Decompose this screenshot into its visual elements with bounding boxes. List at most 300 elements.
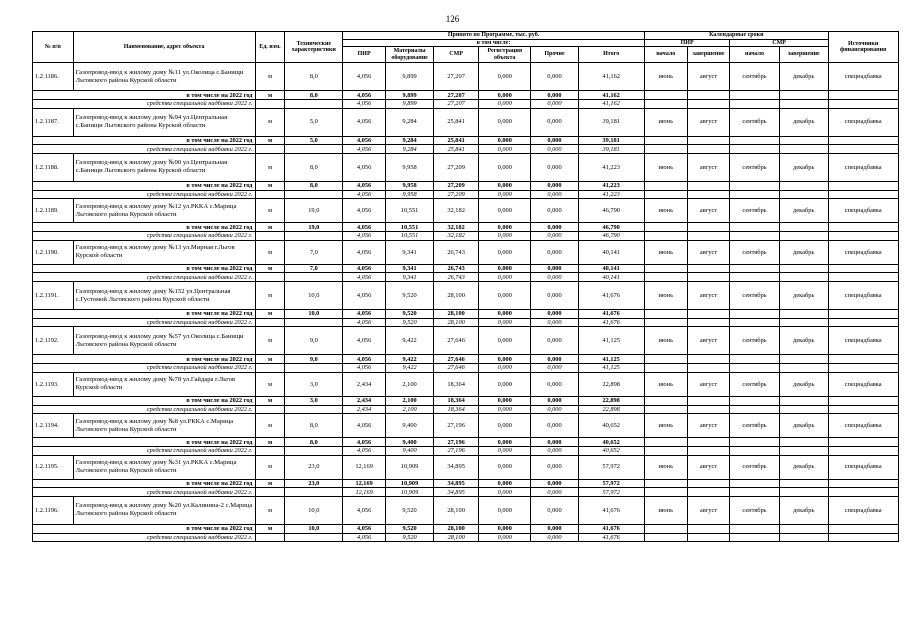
empty-cell — [285, 232, 343, 241]
smr-cell: 28,100 — [434, 310, 479, 319]
empty-cell — [687, 232, 730, 241]
empty-cell — [779, 396, 828, 405]
total-cell: 40,141 — [578, 264, 644, 273]
empty-cell — [730, 310, 779, 319]
object-name: Газопровод-ввод к жилому дому №13 ул.Мирная г.Льгов Курской области — [73, 240, 255, 264]
object-name: Газопровод-ввод к жилому дому №31 ул.РККА с.Марица Льговского района Курской области — [73, 455, 255, 479]
empty-cell — [644, 364, 687, 373]
empty-cell — [644, 310, 687, 319]
empty-cell — [779, 533, 828, 542]
smr-cell: 28,100 — [434, 524, 479, 533]
smr-cell: 28,100 — [434, 533, 479, 542]
object-name: Газопровод-ввод к жилому дому №12 ул.РККА с.Марица Льговского района Курской области — [73, 199, 255, 223]
smr-end: декабрь — [779, 240, 828, 264]
tech-char: 19,0 — [285, 199, 343, 223]
empty-cell — [730, 355, 779, 364]
pir-cell: 4,056 — [343, 533, 386, 542]
smr-start: сентябрь — [730, 153, 779, 181]
empty-cell — [285, 405, 343, 414]
funding-source: спецнадбавка — [828, 282, 898, 310]
empty-cell — [779, 488, 828, 497]
total-cell: 22,898 — [578, 396, 644, 405]
reg-cell: 0,000 — [479, 181, 531, 190]
other-cell: 0,000 — [531, 488, 578, 497]
empty-cell — [730, 273, 779, 282]
other-cell: 0,000 — [531, 438, 578, 447]
smr-end: декабрь — [779, 496, 828, 524]
empty-cell — [828, 533, 898, 542]
row-number: 1.2.1189. — [33, 199, 74, 223]
reg-cell: 0,000 — [479, 99, 531, 108]
object-name: Газопровод-ввод к жилому дому №78 ул.Гайдара г.Льгов Курской области — [73, 372, 255, 396]
col-source-header: Источники финансирования — [828, 32, 898, 63]
empty-cell — [779, 136, 828, 145]
pir-value: 4,056 — [343, 199, 386, 223]
empty-cell — [779, 318, 828, 327]
empty-cell — [644, 223, 687, 232]
smr-start: сентябрь — [730, 63, 779, 91]
other-cell: 0,000 — [531, 446, 578, 455]
other-cell: 0,000 — [531, 364, 578, 373]
pir-end: август — [687, 414, 730, 438]
special-allowance-row — [33, 446, 899, 455]
smr-start: сентябрь — [730, 240, 779, 264]
other-cell: 0,000 — [531, 264, 578, 273]
empty-cell — [730, 232, 779, 241]
empty-cell — [285, 446, 343, 455]
pir-value: 12,169 — [343, 455, 386, 479]
empty-cell — [644, 232, 687, 241]
unit: м — [255, 327, 285, 355]
total-value: 41,223 — [578, 153, 644, 181]
smr-end: декабрь — [779, 455, 828, 479]
tech-char: 5,0 — [285, 108, 343, 136]
table-row — [33, 108, 899, 136]
mat-cell: 9,400 — [386, 446, 434, 455]
empty-cell — [730, 190, 779, 199]
unit-cell: м — [255, 91, 285, 100]
cal-smr-header: СМР — [730, 39, 828, 47]
smr-end: декабрь — [779, 414, 828, 438]
empty-cell — [687, 438, 730, 447]
other-cell: 0,000 — [531, 99, 578, 108]
other-value: 0,000 — [531, 108, 578, 136]
year-subtotal-label: в том числе на 2022 год — [33, 524, 256, 533]
smr-cell: 25,841 — [434, 145, 479, 154]
table-header — [33, 32, 899, 63]
year-subtotal-label: в том числе на 2022 год — [33, 136, 256, 145]
empty-cell — [779, 223, 828, 232]
unit-cell: м — [255, 524, 285, 533]
empty-cell — [730, 524, 779, 533]
mat-cell: 9,400 — [386, 438, 434, 447]
reg-cell: 0,000 — [479, 91, 531, 100]
other-cell: 0,000 — [531, 310, 578, 319]
funding-source: спецнадбавка — [828, 199, 898, 223]
reg-value: 0,000 — [479, 240, 531, 264]
empty-cell — [828, 396, 898, 405]
mat-cell: 9,341 — [386, 264, 434, 273]
pir-cell: 4,056 — [343, 438, 386, 447]
empty-cell — [687, 264, 730, 273]
smr-end: декабрь — [779, 63, 828, 91]
smr-cell: 25,841 — [434, 136, 479, 145]
pir-start: июнь — [644, 63, 687, 91]
empty-cell — [779, 524, 828, 533]
special-allowance-label: средства специальной надбавки 2022 г. — [33, 190, 256, 199]
funding-source: спецнадбавка — [828, 63, 898, 91]
empty-cell — [779, 99, 828, 108]
empty-cell — [687, 405, 730, 414]
program-table-wrapper — [32, 31, 898, 542]
tech-cell: 9,0 — [285, 355, 343, 364]
tech-char: 10,0 — [285, 282, 343, 310]
empty-cell — [644, 405, 687, 414]
pir-start: июнь — [644, 153, 687, 181]
reg-cell: 0,000 — [479, 318, 531, 327]
empty-cell — [779, 145, 828, 154]
other-value: 0,000 — [531, 63, 578, 91]
empty-cell — [828, 99, 898, 108]
pir-end: август — [687, 496, 730, 524]
pir-start: июнь — [644, 282, 687, 310]
smr-cell: 34,895 — [434, 479, 479, 488]
pir-start: июнь — [644, 414, 687, 438]
empty-cell — [687, 524, 730, 533]
smr-value: 34,895 — [434, 455, 479, 479]
reg-cell: 0,000 — [479, 438, 531, 447]
empty-cell — [779, 364, 828, 373]
year-subtotal-row — [33, 355, 899, 364]
empty-cell — [730, 264, 779, 273]
smr-start: сентябрь — [730, 372, 779, 396]
smr-cell: 27,207 — [434, 91, 479, 100]
other-value: 0,000 — [531, 327, 578, 355]
empty-cell — [644, 446, 687, 455]
smr-start: сентябрь — [730, 414, 779, 438]
year-subtotal-label: в том числе на 2022 год — [33, 396, 256, 405]
empty-cell — [255, 318, 285, 327]
pir-value: 4,056 — [343, 108, 386, 136]
unit: м — [255, 108, 285, 136]
mat-cell: 10,909 — [386, 479, 434, 488]
smr-cell: 32,182 — [434, 232, 479, 241]
table-row — [33, 153, 899, 181]
empty-cell — [828, 145, 898, 154]
materials-value: 9,958 — [386, 153, 434, 181]
table-row — [33, 414, 899, 438]
other-cell: 0,000 — [531, 405, 578, 414]
total-value: 57,972 — [578, 455, 644, 479]
table-body — [33, 63, 899, 542]
materials-value: 10,551 — [386, 199, 434, 223]
pir-start: июнь — [644, 108, 687, 136]
reg-value: 0,000 — [479, 372, 531, 396]
empty-cell — [687, 190, 730, 199]
col-other-header: Прочие — [531, 47, 578, 63]
tech-cell: 3,0 — [285, 396, 343, 405]
empty-cell — [730, 364, 779, 373]
mat-cell: 10,909 — [386, 488, 434, 497]
mat-cell: 2,100 — [386, 396, 434, 405]
year-subtotal-row — [33, 524, 899, 533]
empty-cell — [687, 446, 730, 455]
empty-cell — [644, 273, 687, 282]
other-value: 0,000 — [531, 455, 578, 479]
empty-cell — [644, 438, 687, 447]
smr-value: 18,364 — [434, 372, 479, 396]
row-number: 1.2.1190. — [33, 240, 74, 264]
materials-value: 2,100 — [386, 372, 434, 396]
unit-cell: м — [255, 310, 285, 319]
unit-cell: м — [255, 479, 285, 488]
year-subtotal-row — [33, 181, 899, 190]
total-cell: 39,181 — [578, 136, 644, 145]
total-value: 46,790 — [578, 199, 644, 223]
empty-cell — [730, 396, 779, 405]
pir-end: август — [687, 108, 730, 136]
mat-cell: 10,551 — [386, 232, 434, 241]
pir-start: июнь — [644, 327, 687, 355]
empty-cell — [779, 405, 828, 414]
tech-char: 8,0 — [285, 414, 343, 438]
tech-cell: 5,0 — [285, 136, 343, 145]
pir-end: август — [687, 240, 730, 264]
reg-value: 0,000 — [479, 63, 531, 91]
unit: м — [255, 63, 285, 91]
funding-source: спецнадбавка — [828, 496, 898, 524]
materials-value: 9,899 — [386, 63, 434, 91]
total-cell: 41,162 — [578, 91, 644, 100]
smr-cell: 34,895 — [434, 488, 479, 497]
empty-cell — [828, 524, 898, 533]
total-value: 41,125 — [578, 327, 644, 355]
total-value: 40,652 — [578, 414, 644, 438]
col-unit-header: Ед. изм. — [255, 32, 285, 63]
unit: м — [255, 240, 285, 264]
reg-value: 0,000 — [479, 282, 531, 310]
unit-cell: м — [255, 264, 285, 273]
smr-end: декабрь — [779, 327, 828, 355]
col-reg-header: Регистрация объекта — [479, 47, 531, 63]
empty-cell — [828, 479, 898, 488]
unit: м — [255, 153, 285, 181]
materials-value: 9,400 — [386, 414, 434, 438]
table-row — [33, 496, 899, 524]
smr-cell: 27,209 — [434, 181, 479, 190]
smr-cell: 27,646 — [434, 355, 479, 364]
empty-cell — [828, 223, 898, 232]
empty-cell — [828, 91, 898, 100]
other-cell: 0,000 — [531, 524, 578, 533]
total-value: 41,162 — [578, 63, 644, 91]
empty-cell — [285, 488, 343, 497]
calendar-header: Календарные сроки — [644, 32, 828, 40]
unit: м — [255, 282, 285, 310]
smr-end: декабрь — [779, 372, 828, 396]
mat-cell: 9,520 — [386, 310, 434, 319]
smr-cell: 27,209 — [434, 190, 479, 199]
smr-value: 27,209 — [434, 153, 479, 181]
empty-cell — [687, 223, 730, 232]
mat-cell: 2,100 — [386, 405, 434, 414]
empty-cell — [730, 479, 779, 488]
empty-cell — [779, 438, 828, 447]
empty-cell — [730, 99, 779, 108]
empty-cell — [285, 533, 343, 542]
other-value: 0,000 — [531, 240, 578, 264]
reg-value: 0,000 — [479, 455, 531, 479]
empty-cell — [779, 355, 828, 364]
empty-cell — [285, 99, 343, 108]
mat-cell: 10,551 — [386, 223, 434, 232]
year-subtotal-row — [33, 91, 899, 100]
empty-cell — [828, 438, 898, 447]
tech-char: 23,0 — [285, 455, 343, 479]
row-number: 1.2.1195. — [33, 455, 74, 479]
pir-cell: 4,056 — [343, 99, 386, 108]
table-row — [33, 327, 899, 355]
total-cell: 41,223 — [578, 181, 644, 190]
empty-cell — [779, 446, 828, 455]
total-cell: 41,162 — [578, 99, 644, 108]
special-allowance-label: средства специальной надбавки 2022 г. — [33, 405, 256, 414]
total-value: 39,181 — [578, 108, 644, 136]
smr-cell: 32,182 — [434, 223, 479, 232]
object-name: Газопровод-ввод к жилому дому №11 ул.Околица с.Банищи Льговского района Курской области — [73, 63, 255, 91]
tech-cell: 8,0 — [285, 181, 343, 190]
year-subtotal-row — [33, 223, 899, 232]
empty-cell — [644, 524, 687, 533]
total-value: 22,898 — [578, 372, 644, 396]
program-table — [32, 31, 898, 542]
other-cell: 0,000 — [531, 190, 578, 199]
reg-cell: 0,000 — [479, 364, 531, 373]
special-allowance-label: средства специальной надбавки 2022 г. — [33, 446, 256, 455]
special-allowance-label: средства специальной надбавки 2022 г. — [33, 533, 256, 542]
pir-cell: 2,434 — [343, 405, 386, 414]
empty-cell — [730, 145, 779, 154]
mat-cell: 9,422 — [386, 355, 434, 364]
mat-cell: 9,284 — [386, 145, 434, 154]
empty-cell — [687, 396, 730, 405]
unit: м — [255, 372, 285, 396]
empty-cell — [730, 533, 779, 542]
col-pir-start-header: начало — [644, 47, 687, 63]
mat-cell: 9,958 — [386, 190, 434, 199]
pir-start: июнь — [644, 496, 687, 524]
table-row — [33, 240, 899, 264]
smr-value: 27,646 — [434, 327, 479, 355]
empty-cell — [644, 264, 687, 273]
row-number: 1.2.1188. — [33, 153, 74, 181]
empty-cell — [687, 99, 730, 108]
pir-end: август — [687, 327, 730, 355]
special-allowance-label: средства специальной надбавки 2022 г. — [33, 364, 256, 373]
funding-source: спецнадбавка — [828, 372, 898, 396]
empty-cell — [255, 488, 285, 497]
reg-cell: 0,000 — [479, 223, 531, 232]
special-allowance-row — [33, 190, 899, 199]
empty-cell — [285, 318, 343, 327]
smr-start: сентябрь — [730, 282, 779, 310]
empty-cell — [828, 232, 898, 241]
table-row — [33, 63, 899, 91]
total-value: 41,676 — [578, 496, 644, 524]
smr-start: сентябрь — [730, 199, 779, 223]
pir-cell: 12,169 — [343, 479, 386, 488]
empty-cell — [828, 190, 898, 199]
object-name: Газопровод-ввод к жилому дому №57 ул.Околица с.Банищи Льговского района Курской области — [73, 327, 255, 355]
row-number: 1.2.1187. — [33, 108, 74, 136]
empty-cell — [828, 488, 898, 497]
special-allowance-row — [33, 318, 899, 327]
pir-end: август — [687, 153, 730, 181]
empty-cell — [730, 91, 779, 100]
tech-char: 8,0 — [285, 63, 343, 91]
empty-cell — [779, 479, 828, 488]
empty-cell — [730, 136, 779, 145]
empty-cell — [828, 181, 898, 190]
empty-cell — [828, 310, 898, 319]
empty-cell — [255, 232, 285, 241]
reg-cell: 0,000 — [479, 145, 531, 154]
row-number: 1.2.1194. — [33, 414, 74, 438]
pir-value: 4,056 — [343, 63, 386, 91]
smr-value: 25,841 — [434, 108, 479, 136]
empty-cell — [779, 181, 828, 190]
pir-cell: 12,169 — [343, 488, 386, 497]
total-cell: 40,652 — [578, 446, 644, 455]
total-cell: 46,790 — [578, 223, 644, 232]
empty-cell — [730, 438, 779, 447]
pir-cell: 4,056 — [343, 310, 386, 319]
reg-cell: 0,000 — [479, 533, 531, 542]
incl-header: в том числе: — [343, 39, 645, 47]
empty-cell — [255, 273, 285, 282]
empty-cell — [730, 223, 779, 232]
empty-cell — [285, 364, 343, 373]
pir-cell: 4,056 — [343, 145, 386, 154]
empty-cell — [644, 318, 687, 327]
pir-value: 4,056 — [343, 414, 386, 438]
unit-cell: м — [255, 181, 285, 190]
smr-cell: 27,196 — [434, 446, 479, 455]
special-allowance-label: средства специальной надбавки 2022 г. — [33, 273, 256, 282]
funding-source: спецнадбавка — [828, 414, 898, 438]
pir-end: август — [687, 282, 730, 310]
tech-char: 10,0 — [285, 496, 343, 524]
year-subtotal-row — [33, 396, 899, 405]
smr-start: сентябрь — [730, 496, 779, 524]
smr-end: декабрь — [779, 199, 828, 223]
total-cell: 41,676 — [578, 524, 644, 533]
year-subtotal-label: в том числе на 2022 год — [33, 438, 256, 447]
pir-cell: 4,056 — [343, 264, 386, 273]
pir-cell: 4,056 — [343, 524, 386, 533]
pir-value: 4,056 — [343, 153, 386, 181]
empty-cell — [730, 405, 779, 414]
other-cell: 0,000 — [531, 181, 578, 190]
total-cell: 41,676 — [578, 310, 644, 319]
pir-cell: 4,056 — [343, 273, 386, 282]
smr-value: 26,743 — [434, 240, 479, 264]
special-allowance-label: средства специальной надбавки 2022 г. — [33, 318, 256, 327]
year-subtotal-label: в том числе на 2022 год — [33, 91, 256, 100]
row-number: 1.2.1191. — [33, 282, 74, 310]
col-tech-header: Технические характеристики — [285, 32, 343, 63]
total-cell: 40,141 — [578, 273, 644, 282]
